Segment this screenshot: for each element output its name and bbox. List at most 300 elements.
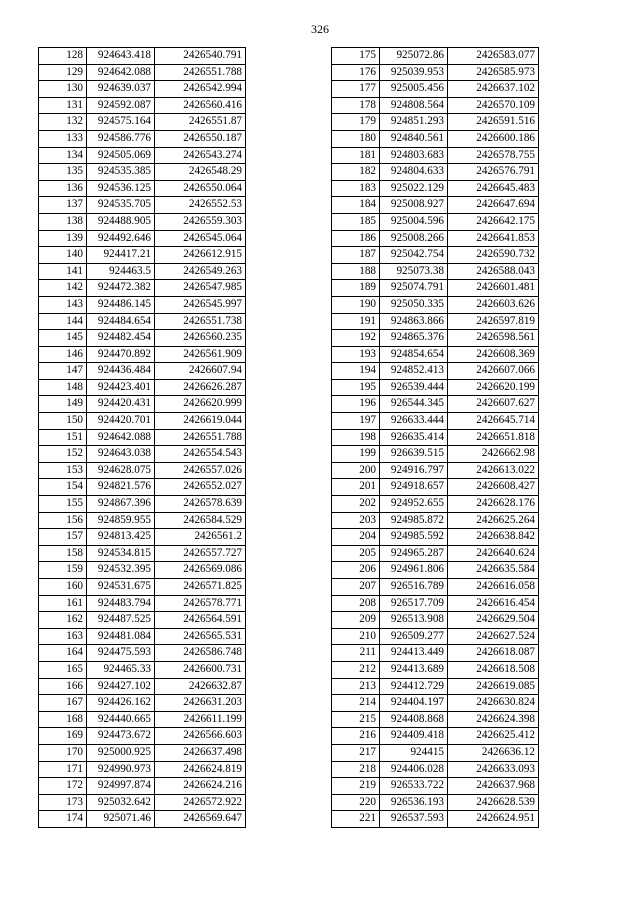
table-row [332, 695, 539, 712]
y-coordinate-cell: 2426635.584 [448, 562, 539, 579]
y-coordinate-cell: 2426629.504 [448, 612, 539, 629]
y-coordinate-cell: 2426633.093 [448, 761, 539, 778]
point-number-cell: 188 [332, 263, 380, 280]
x-coordinate-cell: 924628.075 [87, 462, 155, 479]
y-coordinate-cell: 2426662.98 [448, 446, 539, 463]
table-row [39, 413, 246, 430]
y-coordinate-cell: 2426557.026 [155, 462, 246, 479]
x-coordinate-cell: 924952.655 [380, 496, 448, 513]
y-coordinate-cell: 2426540.791 [155, 48, 246, 65]
point-number-cell: 196 [332, 396, 380, 413]
x-coordinate-cell: 924808.564 [380, 97, 448, 114]
x-coordinate-cell: 926513.908 [380, 612, 448, 629]
y-coordinate-cell: 2426603.626 [448, 296, 539, 313]
y-coordinate-cell: 2426545.997 [155, 296, 246, 313]
x-coordinate-cell: 924985.872 [380, 512, 448, 529]
y-coordinate-cell: 2426624.951 [448, 811, 539, 828]
x-coordinate-cell: 926533.722 [380, 778, 448, 795]
table-row [39, 446, 246, 463]
y-coordinate-cell: 2426550.187 [155, 130, 246, 147]
y-coordinate-cell: 2426569.647 [155, 811, 246, 828]
point-number-cell: 132 [39, 114, 87, 131]
x-coordinate-cell: 926509.277 [380, 628, 448, 645]
y-coordinate-cell: 2426552.53 [155, 197, 246, 214]
table-row [39, 263, 246, 280]
y-coordinate-cell: 2426598.561 [448, 330, 539, 347]
y-coordinate-cell: 2426548.29 [155, 164, 246, 181]
y-coordinate-cell: 2426551.87 [155, 114, 246, 131]
point-number-cell: 207 [332, 579, 380, 596]
x-coordinate-cell: 924426.162 [87, 695, 155, 712]
table-row [39, 595, 246, 612]
x-coordinate-cell: 924916.797 [380, 462, 448, 479]
x-coordinate-cell: 924472.382 [87, 280, 155, 297]
table-row [39, 164, 246, 181]
x-coordinate-cell: 924990.973 [87, 761, 155, 778]
x-coordinate-cell: 924532.395 [87, 562, 155, 579]
x-coordinate-cell: 924840.561 [380, 130, 448, 147]
point-number-cell: 142 [39, 280, 87, 297]
point-number-cell: 186 [332, 230, 380, 247]
x-coordinate-cell: 924492.646 [87, 230, 155, 247]
point-number-cell: 193 [332, 346, 380, 363]
point-number-cell: 148 [39, 379, 87, 396]
table-row [332, 396, 539, 413]
x-coordinate-cell: 924406.028 [380, 761, 448, 778]
table-row [332, 280, 539, 297]
point-number-cell: 191 [332, 313, 380, 330]
point-number-cell: 151 [39, 429, 87, 446]
table-row [39, 81, 246, 98]
coordinates-table-left [38, 47, 246, 828]
table-row [332, 130, 539, 147]
table-row [39, 512, 246, 529]
y-coordinate-cell: 2426642.175 [448, 213, 539, 230]
y-coordinate-cell: 2426619.085 [448, 678, 539, 695]
table-row [332, 197, 539, 214]
x-coordinate-cell: 924409.418 [380, 728, 448, 745]
x-coordinate-cell: 924918.657 [380, 479, 448, 496]
table-row [39, 330, 246, 347]
x-coordinate-cell: 924642.088 [87, 64, 155, 81]
x-coordinate-cell: 924961.806 [380, 562, 448, 579]
y-coordinate-cell: 2426624.819 [155, 761, 246, 778]
point-number-cell: 173 [39, 794, 87, 811]
x-coordinate-cell: 925042.754 [380, 247, 448, 264]
x-coordinate-cell: 924420.701 [87, 413, 155, 430]
x-coordinate-cell: 924851.293 [380, 114, 448, 131]
point-number-cell: 180 [332, 130, 380, 147]
point-number-cell: 149 [39, 396, 87, 413]
x-coordinate-cell: 925022.129 [380, 180, 448, 197]
table-row [39, 296, 246, 313]
x-coordinate-cell: 925072.86 [380, 48, 448, 65]
x-coordinate-cell: 925000.925 [87, 744, 155, 761]
x-coordinate-cell: 924867.396 [87, 496, 155, 513]
table-row [332, 147, 539, 164]
y-coordinate-cell: 2426552.027 [155, 479, 246, 496]
table-row [39, 48, 246, 65]
y-coordinate-cell: 2426583.077 [448, 48, 539, 65]
x-coordinate-cell: 924804.633 [380, 164, 448, 181]
y-coordinate-cell: 2426600.731 [155, 661, 246, 678]
point-number-cell: 167 [39, 695, 87, 712]
point-number-cell: 160 [39, 579, 87, 596]
x-coordinate-cell: 924473.672 [87, 728, 155, 745]
table-row [39, 811, 246, 828]
table-row [332, 728, 539, 745]
y-coordinate-cell: 2426631.203 [155, 695, 246, 712]
y-coordinate-cell: 2426626.287 [155, 379, 246, 396]
x-coordinate-cell: 925071.46 [87, 811, 155, 828]
y-coordinate-cell: 2426586.748 [155, 645, 246, 662]
y-coordinate-cell: 2426637.968 [448, 778, 539, 795]
y-coordinate-cell: 2426559.303 [155, 213, 246, 230]
table-row [39, 695, 246, 712]
x-coordinate-cell: 924535.385 [87, 164, 155, 181]
table-row [332, 529, 539, 546]
point-number-cell: 130 [39, 81, 87, 98]
x-coordinate-cell: 925005.456 [380, 81, 448, 98]
y-coordinate-cell: 2426570.109 [448, 97, 539, 114]
coordinates-table-right [331, 47, 539, 828]
x-coordinate-cell: 924487.525 [87, 612, 155, 629]
y-coordinate-cell: 2426569.086 [155, 562, 246, 579]
table-row [39, 479, 246, 496]
table-row [332, 628, 539, 645]
table-row [39, 645, 246, 662]
x-coordinate-cell: 924997.874 [87, 778, 155, 795]
table-row [332, 595, 539, 612]
point-number-cell: 219 [332, 778, 380, 795]
y-coordinate-cell: 2426628.539 [448, 794, 539, 811]
table-row [39, 628, 246, 645]
point-number-cell: 217 [332, 744, 380, 761]
x-coordinate-cell: 924965.287 [380, 545, 448, 562]
point-number-cell: 195 [332, 379, 380, 396]
table-row [332, 346, 539, 363]
x-coordinate-cell: 925032.642 [87, 794, 155, 811]
x-coordinate-cell: 924803.683 [380, 147, 448, 164]
point-number-cell: 181 [332, 147, 380, 164]
table-row [332, 296, 539, 313]
y-coordinate-cell: 2426616.058 [448, 579, 539, 596]
y-coordinate-cell: 2426608.427 [448, 479, 539, 496]
x-coordinate-cell: 924534.815 [87, 545, 155, 562]
x-coordinate-cell: 924463.5 [87, 263, 155, 280]
point-number-cell: 214 [332, 695, 380, 712]
point-number-cell: 155 [39, 496, 87, 513]
table-row [39, 147, 246, 164]
y-coordinate-cell: 2426640.624 [448, 545, 539, 562]
point-number-cell: 185 [332, 213, 380, 230]
table-row [39, 280, 246, 297]
point-number-cell: 139 [39, 230, 87, 247]
y-coordinate-cell: 2426600.186 [448, 130, 539, 147]
point-number-cell: 146 [39, 346, 87, 363]
x-coordinate-cell: 924483.794 [87, 595, 155, 612]
x-coordinate-cell: 924643.418 [87, 48, 155, 65]
y-coordinate-cell: 2426566.603 [155, 728, 246, 745]
x-coordinate-cell: 924854.654 [380, 346, 448, 363]
point-number-cell: 156 [39, 512, 87, 529]
point-number-cell: 150 [39, 413, 87, 430]
point-number-cell: 212 [332, 661, 380, 678]
x-coordinate-cell: 924488.905 [87, 213, 155, 230]
table-row [39, 197, 246, 214]
y-coordinate-cell: 2426588.043 [448, 263, 539, 280]
table-row [39, 761, 246, 778]
table-row [332, 313, 539, 330]
x-coordinate-cell: 924863.866 [380, 313, 448, 330]
table-row [332, 778, 539, 795]
point-number-cell: 211 [332, 645, 380, 662]
y-coordinate-cell: 2426560.416 [155, 97, 246, 114]
table-row [39, 396, 246, 413]
x-coordinate-cell: 924440.665 [87, 711, 155, 728]
table-row [39, 794, 246, 811]
x-coordinate-cell: 924486.145 [87, 296, 155, 313]
y-coordinate-cell: 2426647.694 [448, 197, 539, 214]
point-number-cell: 177 [332, 81, 380, 98]
y-coordinate-cell: 2426571.825 [155, 579, 246, 596]
x-coordinate-cell: 924586.776 [87, 130, 155, 147]
x-coordinate-cell: 926635.414 [380, 429, 448, 446]
point-number-cell: 187 [332, 247, 380, 264]
table-row [332, 180, 539, 197]
point-number-cell: 220 [332, 794, 380, 811]
point-number-cell: 131 [39, 97, 87, 114]
table-row [332, 761, 539, 778]
point-number-cell: 159 [39, 562, 87, 579]
x-coordinate-cell: 924639.037 [87, 81, 155, 98]
table-row [332, 263, 539, 280]
table-row [332, 48, 539, 65]
y-coordinate-cell: 2426618.508 [448, 661, 539, 678]
y-coordinate-cell: 2426545.064 [155, 230, 246, 247]
y-coordinate-cell: 2426651.818 [448, 429, 539, 446]
table-row [332, 413, 539, 430]
x-coordinate-cell: 924413.689 [380, 661, 448, 678]
x-coordinate-cell: 926539.444 [380, 379, 448, 396]
table-row [332, 612, 539, 629]
table-row [39, 346, 246, 363]
table-row [332, 512, 539, 529]
x-coordinate-cell: 924592.087 [87, 97, 155, 114]
y-coordinate-cell: 2426551.788 [155, 64, 246, 81]
x-coordinate-cell: 926537.593 [380, 811, 448, 828]
y-coordinate-cell: 2426564.591 [155, 612, 246, 629]
x-coordinate-cell: 924865.376 [380, 330, 448, 347]
table-row [332, 579, 539, 596]
point-number-cell: 200 [332, 462, 380, 479]
y-coordinate-cell: 2426551.788 [155, 429, 246, 446]
point-number-cell: 206 [332, 562, 380, 579]
y-coordinate-cell: 2426612.915 [155, 247, 246, 264]
point-number-cell: 163 [39, 628, 87, 645]
point-number-cell: 189 [332, 280, 380, 297]
point-number-cell: 176 [332, 64, 380, 81]
y-coordinate-cell: 2426624.398 [448, 711, 539, 728]
x-coordinate-cell: 924813.425 [87, 529, 155, 546]
y-coordinate-cell: 2426607.066 [448, 363, 539, 380]
point-number-cell: 145 [39, 330, 87, 347]
x-coordinate-cell: 925008.927 [380, 197, 448, 214]
point-number-cell: 169 [39, 728, 87, 745]
y-coordinate-cell: 2426645.483 [448, 180, 539, 197]
table-row [39, 130, 246, 147]
table-row [39, 313, 246, 330]
point-number-cell: 213 [332, 678, 380, 695]
x-coordinate-cell: 924412.729 [380, 678, 448, 695]
point-number-cell: 203 [332, 512, 380, 529]
table-row [39, 744, 246, 761]
table-row [332, 661, 539, 678]
x-coordinate-cell: 924420.431 [87, 396, 155, 413]
x-coordinate-cell: 924536.125 [87, 180, 155, 197]
point-number-cell: 205 [332, 545, 380, 562]
y-coordinate-cell: 2426560.235 [155, 330, 246, 347]
x-coordinate-cell: 926633.444 [380, 413, 448, 430]
table-row [39, 64, 246, 81]
x-coordinate-cell: 925074.791 [380, 280, 448, 297]
y-coordinate-cell: 2426620.199 [448, 379, 539, 396]
point-number-cell: 170 [39, 744, 87, 761]
x-coordinate-cell: 926536.193 [380, 794, 448, 811]
y-coordinate-cell: 2426616.454 [448, 595, 539, 612]
point-number-cell: 184 [332, 197, 380, 214]
y-coordinate-cell: 2426620.999 [155, 396, 246, 413]
x-coordinate-cell: 924415 [380, 744, 448, 761]
point-number-cell: 221 [332, 811, 380, 828]
y-coordinate-cell: 2426630.824 [448, 695, 539, 712]
table-row [332, 744, 539, 761]
x-coordinate-cell: 925008.266 [380, 230, 448, 247]
point-number-cell: 154 [39, 479, 87, 496]
y-coordinate-cell: 2426637.102 [448, 81, 539, 98]
y-coordinate-cell: 2426547.985 [155, 280, 246, 297]
point-number-cell: 215 [332, 711, 380, 728]
point-number-cell: 166 [39, 678, 87, 695]
y-coordinate-cell: 2426578.755 [448, 147, 539, 164]
table-row [332, 429, 539, 446]
point-number-cell: 182 [332, 164, 380, 181]
table-row [39, 230, 246, 247]
y-coordinate-cell: 2426542.994 [155, 81, 246, 98]
point-number-cell: 141 [39, 263, 87, 280]
point-number-cell: 144 [39, 313, 87, 330]
table-row [332, 446, 539, 463]
table-row [39, 545, 246, 562]
y-coordinate-cell: 2426613.022 [448, 462, 539, 479]
table-row [332, 330, 539, 347]
x-coordinate-cell: 924417.21 [87, 247, 155, 264]
x-coordinate-cell: 926516.789 [380, 579, 448, 596]
table-row [39, 728, 246, 745]
point-number-cell: 143 [39, 296, 87, 313]
y-coordinate-cell: 2426607.94 [155, 363, 246, 380]
point-number-cell: 190 [332, 296, 380, 313]
x-coordinate-cell: 924575.164 [87, 114, 155, 131]
x-coordinate-cell: 924859.955 [87, 512, 155, 529]
y-coordinate-cell: 2426597.819 [448, 313, 539, 330]
table-row [39, 213, 246, 230]
point-number-cell: 147 [39, 363, 87, 380]
x-coordinate-cell: 925073.38 [380, 263, 448, 280]
point-number-cell: 204 [332, 529, 380, 546]
table-row [332, 379, 539, 396]
x-coordinate-cell: 924985.592 [380, 529, 448, 546]
table-row [332, 64, 539, 81]
point-number-cell: 216 [332, 728, 380, 745]
point-number-cell: 136 [39, 180, 87, 197]
point-number-cell: 210 [332, 628, 380, 645]
point-number-cell: 168 [39, 711, 87, 728]
y-coordinate-cell: 2426578.639 [155, 496, 246, 513]
y-coordinate-cell: 2426628.176 [448, 496, 539, 513]
x-coordinate-cell: 926517.709 [380, 595, 448, 612]
page-number: 326 [311, 22, 329, 36]
y-coordinate-cell: 2426557.727 [155, 545, 246, 562]
table-row [332, 678, 539, 695]
y-coordinate-cell: 2426576.791 [448, 164, 539, 181]
x-coordinate-cell: 924465.33 [87, 661, 155, 678]
table-row [332, 164, 539, 181]
point-number-cell: 165 [39, 661, 87, 678]
point-number-cell: 140 [39, 247, 87, 264]
point-number-cell: 171 [39, 761, 87, 778]
x-coordinate-cell: 925039.953 [380, 64, 448, 81]
table-row [332, 645, 539, 662]
x-coordinate-cell: 925050.335 [380, 296, 448, 313]
table-row [39, 97, 246, 114]
point-number-cell: 152 [39, 446, 87, 463]
point-number-cell: 162 [39, 612, 87, 629]
y-coordinate-cell: 2426565.531 [155, 628, 246, 645]
table-row [332, 230, 539, 247]
x-coordinate-cell: 924475.593 [87, 645, 155, 662]
y-coordinate-cell: 2426645.714 [448, 413, 539, 430]
x-coordinate-cell: 924643.038 [87, 446, 155, 463]
table-row [39, 678, 246, 695]
table-row [39, 661, 246, 678]
x-coordinate-cell: 924404.197 [380, 695, 448, 712]
table-row [39, 529, 246, 546]
point-number-cell: 153 [39, 462, 87, 479]
table-row [39, 429, 246, 446]
point-number-cell: 158 [39, 545, 87, 562]
x-coordinate-cell: 924852.413 [380, 363, 448, 380]
y-coordinate-cell: 2426641.853 [448, 230, 539, 247]
point-number-cell: 134 [39, 147, 87, 164]
point-number-cell: 137 [39, 197, 87, 214]
y-coordinate-cell: 2426551.738 [155, 313, 246, 330]
point-number-cell: 194 [332, 363, 380, 380]
table-row [332, 811, 539, 828]
x-coordinate-cell: 926544.345 [380, 396, 448, 413]
table-row [39, 462, 246, 479]
point-number-cell: 129 [39, 64, 87, 81]
table-row [332, 462, 539, 479]
table-row [332, 114, 539, 131]
point-number-cell: 199 [332, 446, 380, 463]
point-number-cell: 174 [39, 811, 87, 828]
x-coordinate-cell: 924642.088 [87, 429, 155, 446]
point-number-cell: 178 [332, 97, 380, 114]
table-row [332, 247, 539, 264]
x-coordinate-cell: 924427.102 [87, 678, 155, 695]
x-coordinate-cell: 924436.484 [87, 363, 155, 380]
